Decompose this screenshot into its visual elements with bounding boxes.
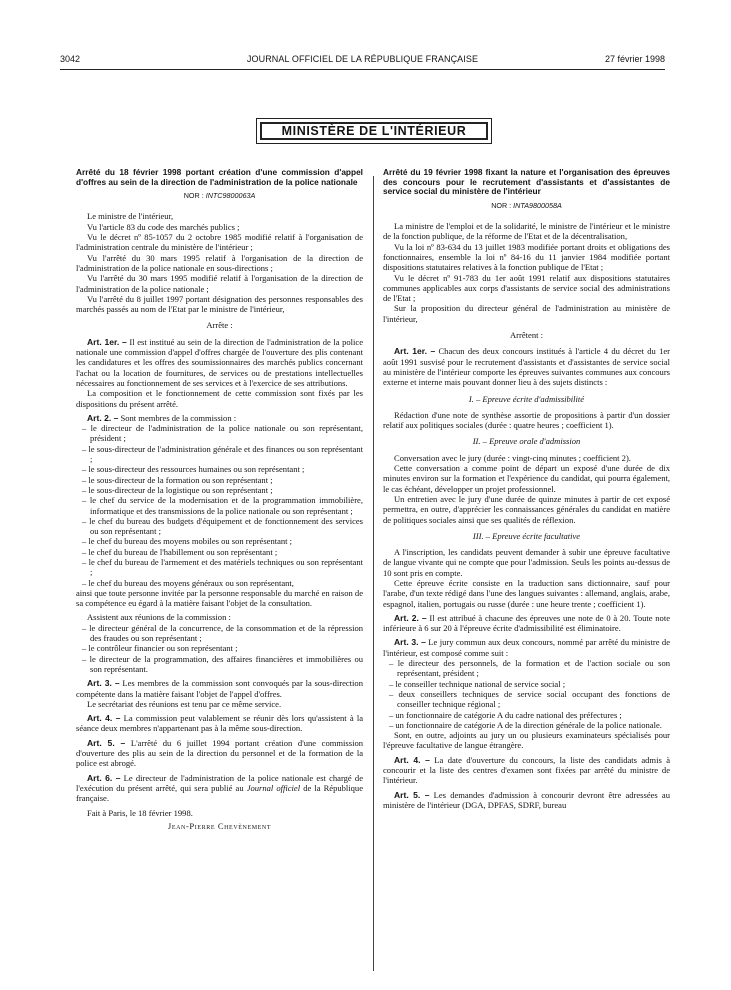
- list-item: – un fonctionnaire de catégorie A du cadre national des préfectures ;: [389, 709, 622, 720]
- article-6: [76, 773, 363, 804]
- list-item: – le chef du bureau de l'habillement ou son représentant ;: [82, 546, 278, 557]
- paragraph: Un entretien avec le jury d'une durée de quinze minutes à partir de cet exposé permettra, en outre, d'apprécier les connaissances générales du candidat en matière de politiques sociales ainsi que ses qualités de réflexion.: [383, 493, 670, 525]
- header-rule: [60, 69, 665, 70]
- list-item: – le sous-directeur de la formation ou son représentant ;: [82, 474, 273, 485]
- section-title: II. – Epreuve orale d'admission: [472, 436, 581, 447]
- article-text: Les membres de la commission sont convoqués par la sous-direction compétente dans la matière faisant l'objet de l'appel d'offres.: [76, 678, 363, 699]
- list-item: – le chef du bureau des moyens mobiles ou son représentant ;: [82, 536, 293, 547]
- article-label: Art. 3. –: [87, 678, 120, 689]
- arretent-heading: Arrêtent :: [510, 330, 543, 341]
- article-1: [76, 337, 363, 388]
- paragraph: Assistent aux réunions de la commission :: [87, 612, 231, 623]
- left-column: [76, 168, 363, 831]
- ministry-box: [256, 118, 492, 144]
- article-label: Art. 2. –: [87, 412, 119, 423]
- paragraph: Rédaction d'une note de synthèse assortie de propositions à partir d'un dossier relatif aux politiques sociales (durée : quatre heures ; coefficient 1).: [383, 409, 670, 431]
- section-heading: [383, 436, 670, 446]
- article-text: Le jury commun aux deux concours, nommé par arrêté du ministre de l'intérieur, est composé comme suit :: [383, 637, 670, 658]
- list-item: – le chef du bureau de l'armement et des matériels techniques ou son représentant ;: [82, 556, 363, 578]
- paragraph: Conversation avec le jury (durée : vingt-cinq minutes ; coefficient 2).: [394, 452, 631, 463]
- list-item: – le directeur général de la concurrence, de la consommation et de la répression des fraudes ou son représentant ;: [82, 622, 363, 644]
- article-1: [383, 346, 670, 387]
- section-heading: [383, 531, 670, 541]
- list-item: – un fonctionnaire de catégorie A de la direction générale de la police nationale.: [389, 719, 662, 730]
- article-text: Les demandes d'admission à concourir devront être adressées au ministère de l'intérieur (DGA, DPFAS, SDRF, bureau: [383, 789, 670, 810]
- article-2: [383, 613, 670, 634]
- article-text: La date d'ouverture du concours, la liste des candidats admis à concourir et la liste des centres d'examen sont fixées par arrêté du ministre de l'intérieur.: [383, 754, 670, 786]
- journal-name: Journal officiel: [246, 782, 301, 793]
- ministry-title: MINISTÈRE DE L'INTÉRIEUR: [260, 122, 488, 140]
- article-label: Art. 5. –: [87, 737, 126, 748]
- paragraph: Cette conversation a comme point de départ un exposé d'une durée de dix minutes environ sur la formation et l'expérience du candidat, qui pourra également, le cas échéant, développer un projet professionnel.: [383, 463, 670, 494]
- article-5: [383, 790, 670, 811]
- list-item: – le contrôleur financier ou son représentant ;: [82, 643, 238, 654]
- article-5: [76, 738, 363, 769]
- article-text: L'arrêté du 6 juillet 1994 portant création d'une commission d'ouverture des plis au sein de la direction du personnel et de la formation de la police est abrogé.: [76, 737, 363, 769]
- nor-code: INTA9800058A: [513, 200, 562, 210]
- article-4: [76, 713, 363, 734]
- paragraph: Vu l'article 83 du code des marchés publics ;: [87, 221, 240, 232]
- article-4: [383, 755, 670, 786]
- article-label: Art. 3. –: [394, 637, 426, 648]
- list-item: – le chef du bureau des moyens généraux ou son représentant,: [82, 577, 294, 588]
- paragraph: La ministre de l'emploi et de la solidarité, le ministre de l'intérieur et le ministre de la fonction publique, de la réforme de l'Etat et de la décentralisation,: [383, 221, 670, 242]
- article-text: Chacun des deux concours institués à l'article 4 du décret du 1er août 1991 susvisé pour le recrutement d'assistants et d'assistantes de service social au ministère de l'intérieur comporte les épreuves suivantes communes aux concours externe et interne mais pouvant donner lieu à des sujets distincts :: [383, 346, 670, 388]
- paragraph: Le secrétariat des réunions est tenu par ce même service.: [87, 698, 282, 709]
- left-decree-title: Arrêté du 18 février 1998 portant création d'une commission d'appel d'offres au sein de la direction de l'administration de la police nationale: [76, 167, 363, 187]
- page-header: [60, 54, 665, 68]
- article-label: Art. 1er. –: [87, 336, 127, 347]
- paragraph: Vu l'arrêté du 30 mars 1995 modifié relatif à l'organisation de la direction de l'administration de la police nationale ;: [76, 273, 363, 294]
- signature: Jean-Pierre Chevènement: [167, 820, 272, 831]
- journal-title: JOURNAL OFFICIEL DE LA RÉPUBLIQUE FRANÇAISE: [246, 54, 479, 64]
- right-nor: [383, 201, 670, 211]
- list-item: – le chef du service de la modernisation et de la programmation immobilière, informatique et des transmissions de la police nationale ou son représentant ;: [82, 495, 363, 516]
- paragraph: Vu le décret nº 91-783 du 1er août 1991 relatif aux dispositions statutaires communes applicables aux corps d'assistants de service social des administrations de l'Etat ;: [383, 272, 670, 304]
- list-item: – le sous-directeur des ressources humaines ou son représentant ;: [82, 464, 305, 475]
- article-text: Sont membres de la commission :: [120, 412, 237, 423]
- article-3: [383, 637, 670, 658]
- list-item: – le chef du bureau des budgets d'équipement et de fonctionnement des services ou son représentant ;: [82, 515, 363, 537]
- list-item: – le sous-directeur de l'administration générale et des finances ou son représentant ;: [82, 443, 363, 465]
- paragraph: Sont, en outre, adjoints au jury un ou plusieurs examinateurs spécialisés pour l'épreuve facultative de langue étrangère.: [383, 730, 670, 751]
- article-2: [76, 413, 363, 423]
- section-title: III. – Epreuve écrite facultative: [472, 530, 581, 541]
- article-label: Art. 2. –: [394, 612, 427, 623]
- article-label: Art. 6. –: [87, 772, 121, 783]
- article-3: [76, 678, 363, 699]
- list-item: – deux conseillers techniques de service social occupant des fonctions de conseiller technique régional ;: [389, 688, 670, 710]
- paragraph: Vu la loi nº 83-634 du 13 juillet 1983 modifiée portant droits et obligations des fonctionnaires, ensemble la loi nº 84-16 du 11 janvier 1984 modifiée portant dispositions statutaires relatives à la fonction publique de l'Etat ;: [383, 241, 670, 273]
- article-label: Art. 1er. –: [394, 346, 436, 357]
- nor-label: NOR :: [491, 200, 514, 210]
- list-item: – le directeur de l'administration de la police nationale ou son représentant, président ;: [82, 423, 363, 444]
- right-column: [383, 168, 670, 810]
- article-text: La commission peut valablement se réunir dès lors qu'assistent à la séance deux membres n'appartenant pas à la même sous-direction.: [76, 713, 363, 734]
- list-item: – le sous-directeur de la logistique ou son représentant ;: [82, 484, 273, 495]
- section-heading: [383, 394, 670, 404]
- list-item: – le directeur de la programmation, des affaires financières et immobilières ou son représentant.: [82, 653, 363, 674]
- paragraph: ainsi que toute personne invitée par la personne responsable du marché en raison de sa compétence eu égard à la matière faisant l'objet de la consultation.: [76, 587, 363, 609]
- nor-code: INTC9800063A: [205, 191, 256, 201]
- paragraph: Le ministre de l'intérieur,: [87, 211, 174, 222]
- paragraph: A l'inscription, les candidats peuvent demander à subir une épreuve facultative de langue vivante qui ne compte que pour l'admission. Seuls les points au-dessus de 10 sont pris en compte.: [383, 547, 670, 578]
- article-text: Il est institué au sein de la direction de l'administration de la police nationale une commission d'appel d'offres chargée de l'ouverture des plis contenant les candidatures et les offres des soumissionnaires des marchés publics concernant l'achat ou la location de fournitures, de services ou de prestations intellectuelles nécessaires au fonctionnement de ses services et à l'exercice de ses attributions.: [76, 336, 363, 388]
- article-label: Art. 4. –: [394, 754, 430, 765]
- left-nor: [76, 191, 363, 201]
- paragraph: Cette épreuve écrite consiste en la traduction sans dictionnaire, sauf pour l'arabe, d'un texte rédigé dans l'une des langues suivantes : allemand, anglais, arabe, espagnol, italien, portugais ou russe (durée : une heure trente ; coefficient 1).: [383, 577, 670, 609]
- list-item: – le directeur des personnels, de la formation et de l'action sociale ou son représentant, président ;: [389, 658, 670, 679]
- nor-label: NOR :: [183, 191, 206, 201]
- list-item: – le conseiller technique national de service social ;: [389, 678, 566, 689]
- paragraph: La composition et le fonctionnement de cette commission sont fixés par les dispositions du présent arrêté.: [76, 388, 363, 409]
- article-label: Art. 5. –: [394, 789, 430, 800]
- article-text: de la République française.: [76, 782, 363, 804]
- article-text: Il est attribué à chacune des épreuves une note de 0 à 20. Toute note inférieure à 6 sur 20 à l'épreuve écrite d'admissibilité est éliminatoire.: [383, 612, 670, 634]
- arrete-heading: Arrête :: [206, 320, 233, 331]
- paragraph: Vu l'arrêté du 8 juillet 1997 portant désignation des personnes responsables des marchés passés au nom de l'Etat par le ministre de l'intérieur,: [76, 293, 363, 315]
- paragraph: Sur la proposition du directeur général de l'administration au ministère de l'intérieur,: [383, 303, 670, 324]
- section-title: I. – Epreuve écrite d'admissibilité: [468, 393, 585, 404]
- paragraph: Vu l'arrêté du 30 mars 1995 relatif à l'organisation de la direction de l'administration de la police nationale en sous-directions ;: [76, 252, 363, 273]
- right-decree-title: Arrêté du 19 février 1998 fixant la nature et l'organisation des épreuves des concours pour le recrutement d'assistants et d'assistantes de service social du ministère de l'intérieur: [383, 167, 670, 197]
- paragraph: Vu le décret nº 85-1057 du 2 octobre 1985 modifié relatif à l'organisation de l'administration centrale du ministère de l'intérieur ;: [76, 232, 363, 253]
- column-divider: [373, 176, 374, 971]
- issue-date: 27 février 1998: [604, 54, 665, 64]
- article-text: Le directeur de l'administration de la police nationale est chargé de l'exécution du présent arrêté, qui sera publié au: [76, 772, 363, 793]
- fait-line: Fait à Paris, le 18 février 1998.: [87, 807, 193, 818]
- article-label: Art. 4. –: [87, 713, 121, 724]
- page-number: 3042: [60, 54, 81, 64]
